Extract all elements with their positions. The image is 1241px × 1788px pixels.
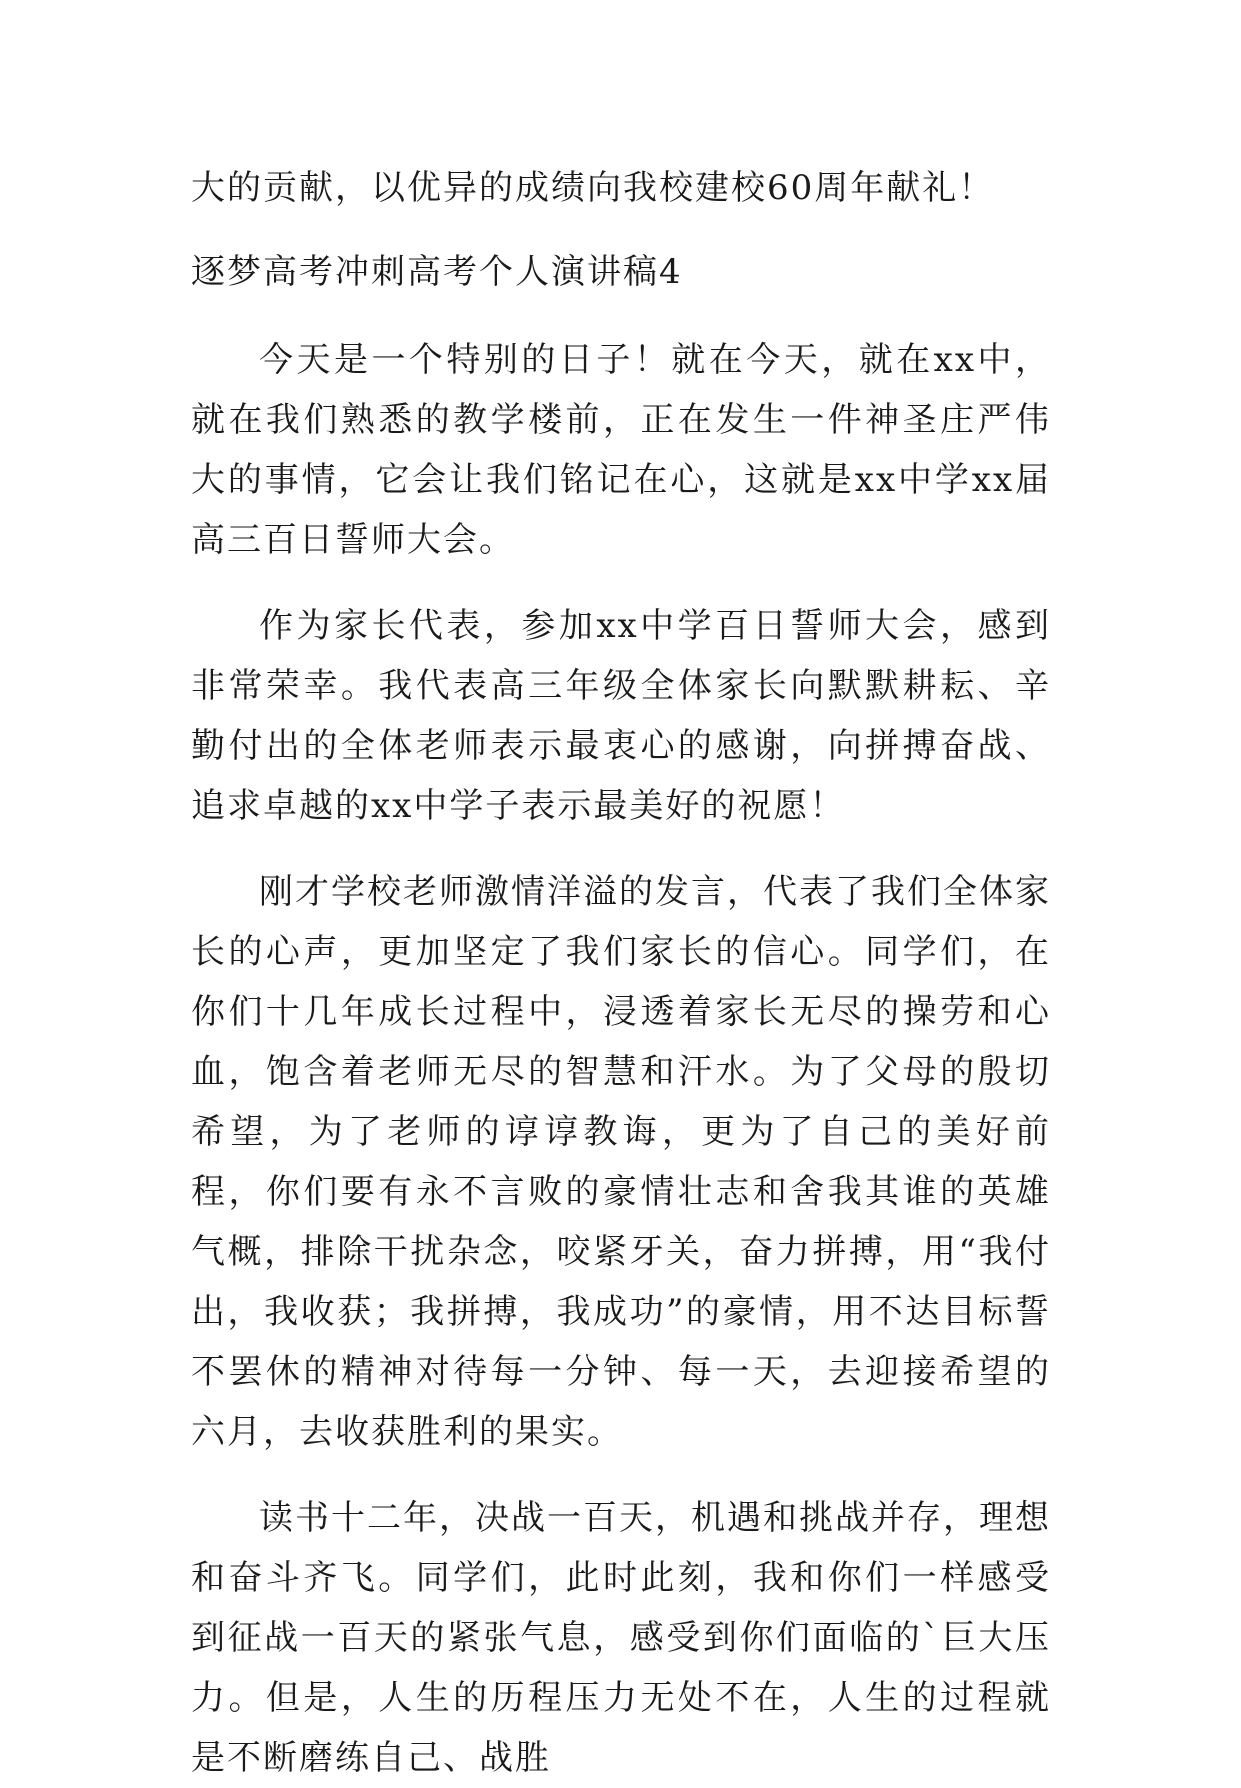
- paragraph: 读书十二年，决战一百天，机遇和挑战并存，理想和奋斗齐飞。同学们，此时此刻，我和你们一样感受到征战一百天的紧张气息，感受到你们面临的`巨大压力。但是，人生的历程压力无处不在，人生的过程就是不断磨练自己、战胜: [191, 1498, 1051, 1778]
- speech-body: [191, 330, 1051, 1788]
- paragraph: 刚才学校老师激情洋溢的发言，代表了我们全体家长的心声，更加坚定了我们家长的信心。同学们，在你们十几年成长过程中，浸透着家长无尽的操劳和心血，饱含着老师无尽的智慧和汗水。为了父母的殷切希望，为了老师的谆谆教诲，更为了自己的美好前程，你们要有永不言败的豪情壮志和舍我其谁的英雄气概，排除干扰杂念，咬紧牙关，奋力拼搏，用“我付出，我收获；我拼搏，我成功”的豪情，用不达目标誓不罢休的精神对待每一分钟、每一天，去迎接希望的六月，去收获胜利的果实。: [191, 872, 1051, 1452]
- continuation-line: 大的贡献，以优异的成绩向我校建校60周年献礼！: [191, 168, 995, 208]
- paragraph: 作为家长代表，参加xx中学百日誓师大会，感到非常荣幸。我代表高三年级全体家长向默默耕耘、辛勤付出的全体老师表示最衷心的感谢，向拼搏奋战、追求卓越的xx中学子表示最美好的祝愿！: [191, 606, 1051, 826]
- paragraph: 今天是一个特别的日子！就在今天，就在xx中，就在我们熟悉的教学楼前，正在发生一件神圣庄严伟大的事情，它会让我们铭记在心，这就是xx中学xx届高三百日誓师大会。: [191, 340, 1051, 560]
- section-title: 逐梦高考冲刺高考个人演讲稿4: [191, 252, 683, 292]
